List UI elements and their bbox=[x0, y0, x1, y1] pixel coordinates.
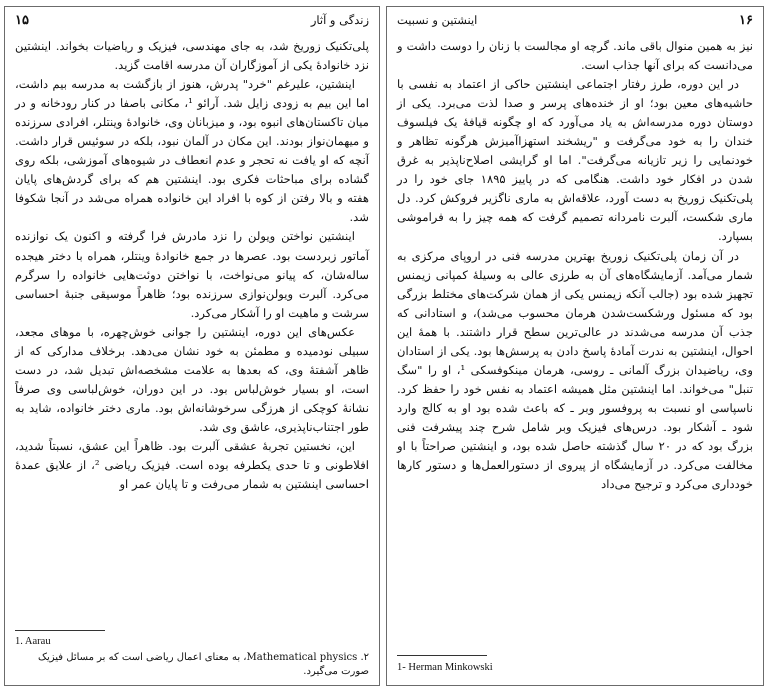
footnote: ۲. Mathematical physics، به معنای اعمال ریاضی است که بر مسائل فیزیک صورت می‌گیرد. bbox=[38, 652, 369, 677]
footnotes bbox=[15, 635, 369, 679]
paragraph: اینشتین، علیرغم "خرد" پدرش، هنوز از بازگشت به مدرسه بیم داشت، اما این بیم به زودی زایل شد. آرائو ¹، مکانی باصفا در کنار رودخانه و در میان تاکستان‌های انبوه بود، و میزبانان وی، خانوادهٔ وینتلر، افرادی سرزنده و میهمان‌نواز بودند. این مکان در آلمان نبود، بلکه در سوئیس قرار داشت. آنچه که او یافت نه تحجر و عدم انعطاف در شیوه‌های آموزشی، بلکه روی گشاده برای مباحثات فکری بود. اینشتین هم که برای گردش‌های پایان هفته و بالا رفتن از کوه با افراد این خانواده همراه می‌شد در آنجا شکوفا شد. bbox=[15, 77, 369, 225]
page-number: ۱۵ bbox=[15, 13, 29, 28]
footnote-separator bbox=[15, 630, 105, 631]
footnote: 1- Herman Minkowski bbox=[397, 662, 493, 673]
right-page bbox=[386, 6, 764, 686]
paragraph: پلی‌تکنیک زوریخ شد، به جای مهندسی، فیزیک و ریاضیات بخواند. اینشتین نزد خانوادهٔ یکی از آموزگاران آن مدرسه اقامت گزید. bbox=[15, 39, 369, 73]
paragraph: در این دوره، طرز رفتار اجتماعی اینشتین حاکی از اعتماد به نفسی با حاشیه‌های معین بود؛ او از خنده‌های پرسر و صدا لذت می‌برد. یکی از دوستان دوره مدرسه‌اش به یاد می‌آورد که او چگونه قیافهٔ یک فیلسوف خندان را به خود می‌گرفت و "ریشخند استهزاآمیزش هرگونه تظاهر و خودنمایی را زیر تازیانه می‌گرفت". اما او گرایشی اصلاح‌ناپذیر به غرق شدن در افکار خود داشت. هنگامی که در پاییز ۱۸۹۵ جای خود را در پلی‌تکنیک زوریخ به دست آورد، علاقه‌اش به ماری ناگزیر فروکش کرد. دل ماری شکست، آلبرت نامردانه تصمیم گرفت که همه چیز را به فراموشی بسپارد. bbox=[397, 77, 753, 244]
paragraph: در آن زمان پلی‌تکنیک زوریخ بهترین مدرسه فنی در اروپای مرکزی به شمار می‌آمد. آزمایشگاه‌های آن به طرزی عالی به وسیلهٔ کمپانی زیمنس تجهیز شده بود (جالب آنکه زیمنس یکی از همان شرکت‌های مختلط بزرگی بود که مسئول ورشکست‌شدن هرمان محسوب می‌شد)، و استادانی که جذب آن مدرسه می‌شدند در عالی‌ترین سطح قرار داشتند. با همهٔ این احوال، اینشتین به ندرت آمادهٔ پاسخ دادن به پرسش‌ها بود. یکی از استادان وی، ریاضیدان بزرگ آلمانی ـ روسی، هرمان مینکوفسکی ¹، او را "سگ تنبل" می‌خواند. اما اینشتین مثل همیشه اعتماد به نفس خود را حفظ کرد. ناسپاسی او نسبت به پروفسور وبر ـ که باعث شده بود او به کالج وارد شود ـ آشکار بود. درس‌های فیزیک وبر شامل شرح چند پیشرفت فنی بزرگ بود که در ۲۰ سال گذشته حاصل شده بود، و اینشتین صراحتاً با او مخالفت می‌کرد. در آزمایشگاه از پیروی از دستورالعمل‌ها و دستور کارها خودداری می‌کرد و ترجیح می‌داد bbox=[397, 248, 754, 492]
paragraph: اینشتین نواختن ویولن را نزد مادرش فرا گرفته و اکنون یک نوازنده آماتور زبردست بود. عصرها در جمع خانوادهٔ وینتلر، همراه با دختر هیجده ساله‌شان، که پیانو می‌نواخت، با نواختن دوئت‌هایی خانواده را سرگرم می‌کرد. آلبرت ویولن‌نوازی سرزنده بود؛ ظاهراً موسیقی جنبهٔ احساسی سرشت و ماهیت او را آشکار می‌کرد. bbox=[15, 229, 369, 320]
running-title: اینشتین و نسبیت bbox=[397, 13, 478, 27]
paragraph: عکس‌های این دوره، اینشتین را جوانی خوش‌چهره، با موهای مجعد، سبیلی نودمیده و مطمئن به خود نشان می‌دهد. برخلاف مدارکی که از ظاهر آشفتهٔ وی، که بعدها به علامت مشخصه‌اش تبدیل شد، در دست است، او بسیار خوش‌لباس بود. در این دوران، خوش‌لباسی وی صرفاً نشانهٔ کوچکی از هرزگی سرخوشانه‌اش بود. ماری دختر خانواده، شاید به طور اجتناب‌ناپذیری، عاشق وی شد. bbox=[15, 324, 369, 434]
left-page-body bbox=[15, 37, 369, 494]
running-title: زندگی و آثار bbox=[310, 13, 369, 27]
left-page bbox=[4, 6, 380, 686]
right-page-header bbox=[397, 13, 753, 31]
footnote: 1. Aarau bbox=[15, 636, 51, 647]
footnotes bbox=[397, 661, 753, 675]
paragraph: این، نخستین تجربهٔ عشقی آلبرت بود. ظاهراً این عشق، نسبتاً شدید، افلاطونی و تا حدی یکطرفه بوده است. فیزیک ریاضی ²، از علایق عمدهٔ احساسی اینشتین به شمار می‌رفت و تا پایان عمر او bbox=[15, 438, 369, 492]
left-page-header bbox=[15, 13, 369, 31]
footnote-separator bbox=[397, 655, 487, 656]
page-number: ۱۶ bbox=[739, 13, 753, 28]
right-page-body bbox=[397, 37, 753, 494]
paragraph: نیز به همین منوال باقی ماند. گرچه او مجالست با زنان را دوست داشت و می‌دانست که برای آنها جذاب است. bbox=[397, 39, 753, 73]
